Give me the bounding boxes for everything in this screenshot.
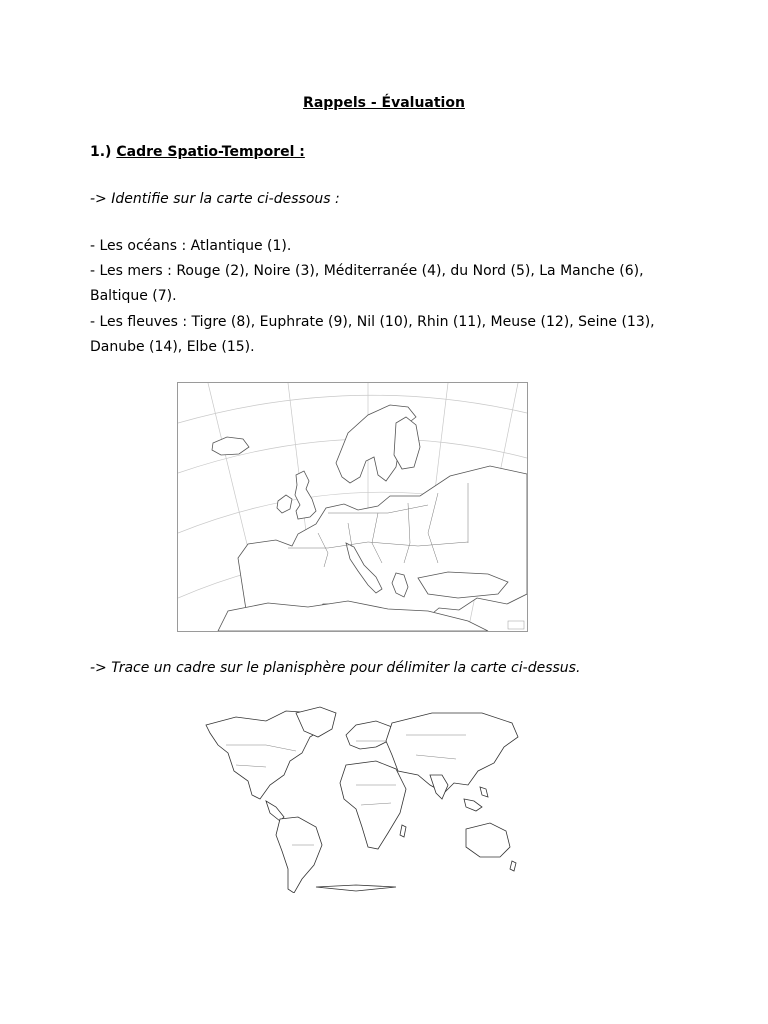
list-item-oceans: - Les océans : Atlantique (1).: [90, 238, 292, 254]
section-title: Cadre Spatio-Temporel :: [116, 144, 305, 160]
list-item-mers: - Les mers : Rouge (2), Noire (3), Méditerranée (4), du Nord (5), La Manche (6),: [90, 263, 644, 279]
page-title: Rappels - Évaluation: [303, 95, 465, 111]
instruction-trace: -> Trace un cadre sur le planisphère pour délimiter la carte ci-dessus.: [90, 660, 581, 676]
europe-map-drawing: [178, 383, 527, 631]
instruction-identify: -> Identifie sur la carte ci-dessous :: [90, 191, 340, 207]
section-number: 1.): [90, 144, 112, 160]
list-item-fleuves: - Les fleuves : Tigre (8), Euphrate (9), Nil (10), Rhin (11), Meuse (12), Seine (13),: [90, 314, 655, 330]
world-map-drawing: [196, 705, 522, 893]
list-item-mers-continued: Baltique (7).: [90, 288, 177, 304]
world-map: [196, 705, 522, 893]
section-heading: [90, 144, 305, 160]
europe-map: [177, 382, 528, 632]
list-item-fleuves-continued: Danube (14), Elbe (15).: [90, 339, 255, 355]
